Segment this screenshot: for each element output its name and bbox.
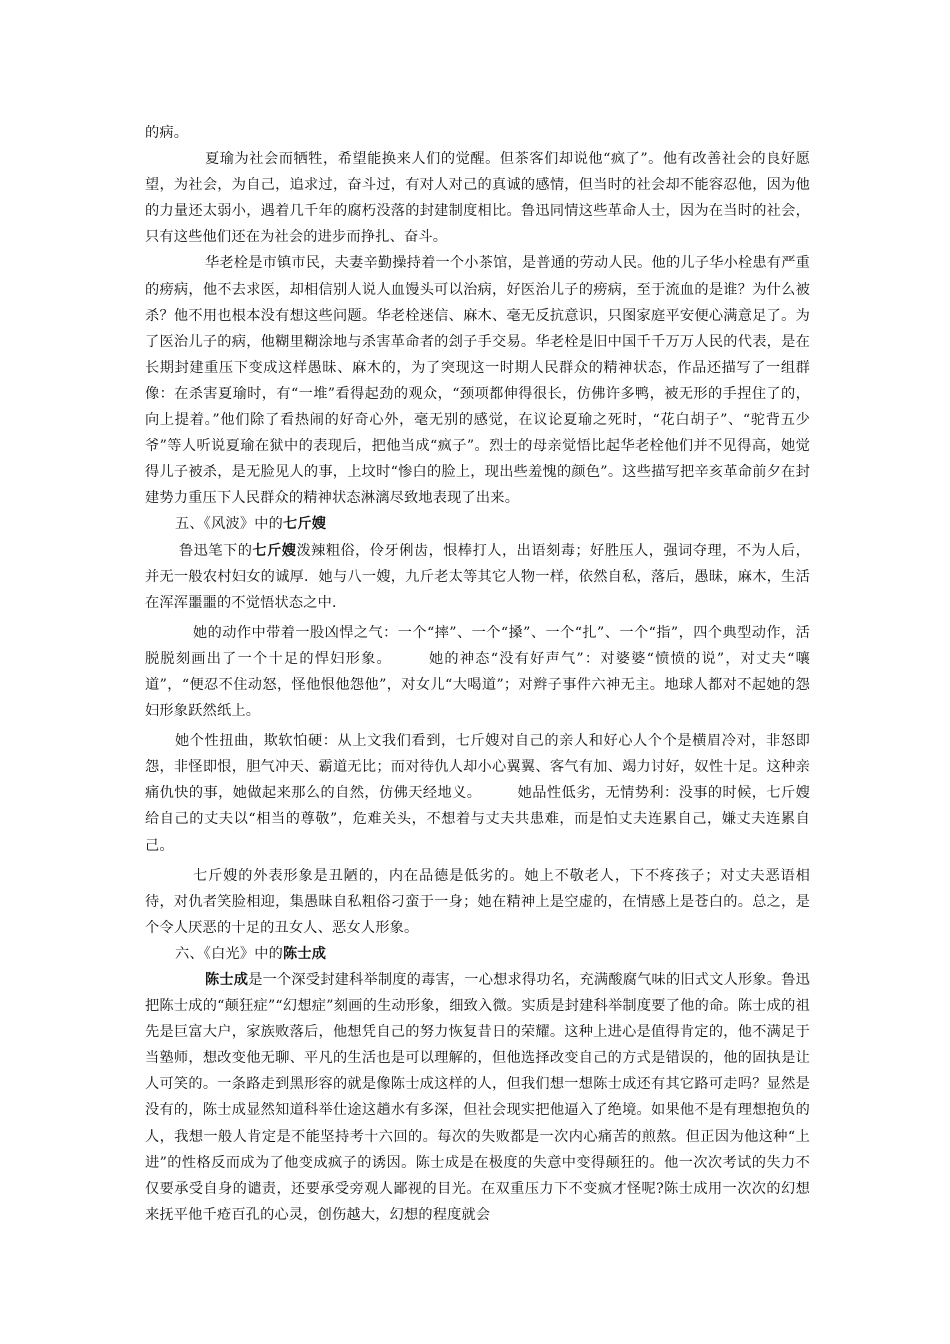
paragraph-qijin-sao-summary: 七斤嫂的外表形象是丑陋的，内在品德是低劣的。她上不敬老人，下不疼孩子；对丈夫恶语相待，对仇者笑脸相迎，集愚昧自私粗俗刁蛮于一身；她在精神上是空虚的，在情感上是苍白的。总之，是个令人厌恶的十足的丑女人、恶女人形象。	[145, 867, 810, 936]
paragraph-demeanor-text: 她的神态“没有好声气”：对婆婆“愤愤的说”，对丈夫“嚷道”，“便忍不住动怒，怪他恨他怨他”，对女儿“大喝道”；对辫子事件六神无主。地球人都对不起她的怨妇形象跃然纸上。	[145, 650, 811, 720]
document-page	[145, 120, 810, 1228]
paragraph-hua-laoshuan: 华老栓是市镇市民，夫妻辛勤操持着一个小茶馆，是普通的劳动人民。他的儿子华小栓患有严重的痨病，他不去求医，却相信别人说人血馒头可以治病，好医治儿子的痨病，至于流血的是谁？为什么被杀？他不用也根本没有想这些问题。华老栓迷信、麻木、毫无反抗意识，只图家庭平安便心满意足了。为了医治儿子的病，他糊里糊涂地与杀害革命者的刽子手交易。华老栓是旧中国千千万万人民的代表，是在长期封建重压下变成这样愚昧、麻木的，为了突现这一时期人民群众的精神状态，作品还描写了一组群像：在杀害夏瑜时，有“一堆”看得起劲的观众，“颈项都伸得很长，仿佛许多鸭，被无形的手捏住了的，向上提着。”他们除了看热闹的好奇心外，毫无别的感觉，在议论夏瑜之死时，“花白胡子”、“驼背五少爷”等人听说夏瑜在狱中的表现后，把他当成“疯子”。烈士的母亲觉悟比起华老栓他们并不见得高，她觉得儿子被杀，是无脸见人的事，上坟时“惨白的脸上，现出些羞愧的颜色”。这些描写把辛亥革命前夕在封建势力重压下人民群众的精神状态淋漓尽致地表现了出来。	[145, 255, 810, 507]
paragraph-character-text: 她个性扭曲，欺软怕硬：从上文我们看到，七斤嫂对自己的亲人和好心人个个是横眉冷对，非怒即怨，非怪即恨，胆气冲天、霸道无比；而对待仇人却小心翼翼、客气有加、竭力讨好，奴性十足。这种亲痛仇快的事，她做起来那么的自然，仿佛天经地义。	[145, 733, 810, 802]
paragraph-qijin-sao-character	[145, 728, 810, 858]
paragraph-qijin-sao-actions	[145, 620, 810, 724]
paragraph-qijin-sao-rest: 泼辣粗俗，伶牙俐齿，恨棒打人，出语刻毒；好胜压人，强词夺理，不为人后，并无一般农村妇女的诚厚．她与八一嫂，九斤老太等其它人物一样，依然自私，落后，愚昧，麻木，生活在浑浑噩噩的不觉悟状态之中．	[145, 542, 810, 611]
paragraph-qijin-sao-intro	[145, 538, 810, 616]
paragraph-chen-shicheng	[145, 967, 810, 1228]
paragraph-qijin-sao-name: 七斤嫂	[252, 542, 297, 559]
paragraph-chen-shicheng-name: 陈士成	[205, 972, 249, 988]
paragraph-intro-tail: 的病。	[145, 125, 189, 141]
paragraph-xia-yu: 夏瑜为社会而牺牲，希望能换来人们的觉醒。但茶客们却说他“疯了”。他有改善社会的良好愿望，为社会，为自己，追求过，奋斗过，有对人对己的真诚的感情，但当时的社会却不能容忍他，因为他的力量还太弱小，遇着几千年的腐朽没落的封建制度相比。鲁迅同情这些革命人士，因为在当时的社会，只有这些他们还在为社会的进步而挣扎、奋斗。	[145, 151, 810, 246]
paragraph-chen-shicheng-rest: 是一个深受封建科举制度的毒害，一心想求得功名，充满酸腐气味的旧式文人形象。鲁迅把陈士成的“颠狂症”“幻想症”刻画的生动形象，细致入微。实质是封建科举制度要了他的命。陈士成的祖先是巨富大户，家族败落后，他想凭自己的努力恢复昔日的荣耀。这种上进心是值得肯定的，他不满足于当塾师，想改变他无聊、平凡的生活也是可以理解的，但他选择改变自己的方式是错误的，他的固执是让人可笑的。一条路走到黑形容的就是像陈士成这样的人，但我们想一想陈士成还有其它路可走吗？显然是没有的，陈士成显然知道科举仕途这趟水有多深，但社会现实把他逼入了绝境。如果他不是有理想抱负的人，我想一般人肯定是不能坚持考十六回的。每次的失败都是一次内心痛苦的煎熬。但正因为他这种“上进”的性格反而成为了他变成疯子的诱因。陈士成是在极度的失意中变得颠狂的。他一次次考试的失力不仅要承受自身的谴责，还要承受旁观人鄙视的目光。在双重压力下不变疯才怪呢?陈士成用一次次的幻想来抚平他千疮百孔的心灵，创伤越大，幻想的程度就会	[145, 972, 810, 1223]
paragraph-actions-text: 她的动作中带着一股凶悍之气：一个“摔”、一个“搡”、一个“扎”、一个“指”，四个典型动作，活脱脱刻画出了一个十足的悍妇形象。	[145, 624, 810, 667]
paragraph-qijin-sao-pre: 鲁迅笔下的	[179, 542, 253, 559]
paragraph-morality-text: 她品性低劣，无情势利：没事的时候，七斤嫂给自己的丈夫以“相当的尊敬”，危难关头，不想着与丈夫共患难，而是怕丈夫连累自己，嫌丈夫连累自己。	[145, 785, 810, 854]
section-heading-six	[145, 941, 810, 967]
section-heading-six-prefix: 六、《白光》中的	[175, 945, 284, 962]
section-heading-five	[145, 511, 810, 537]
section-heading-five-prefix: 五、《风波》中的	[175, 516, 284, 533]
section-heading-six-name: 陈士成	[283, 945, 327, 962]
section-heading-five-name: 七斤嫂	[283, 516, 327, 533]
